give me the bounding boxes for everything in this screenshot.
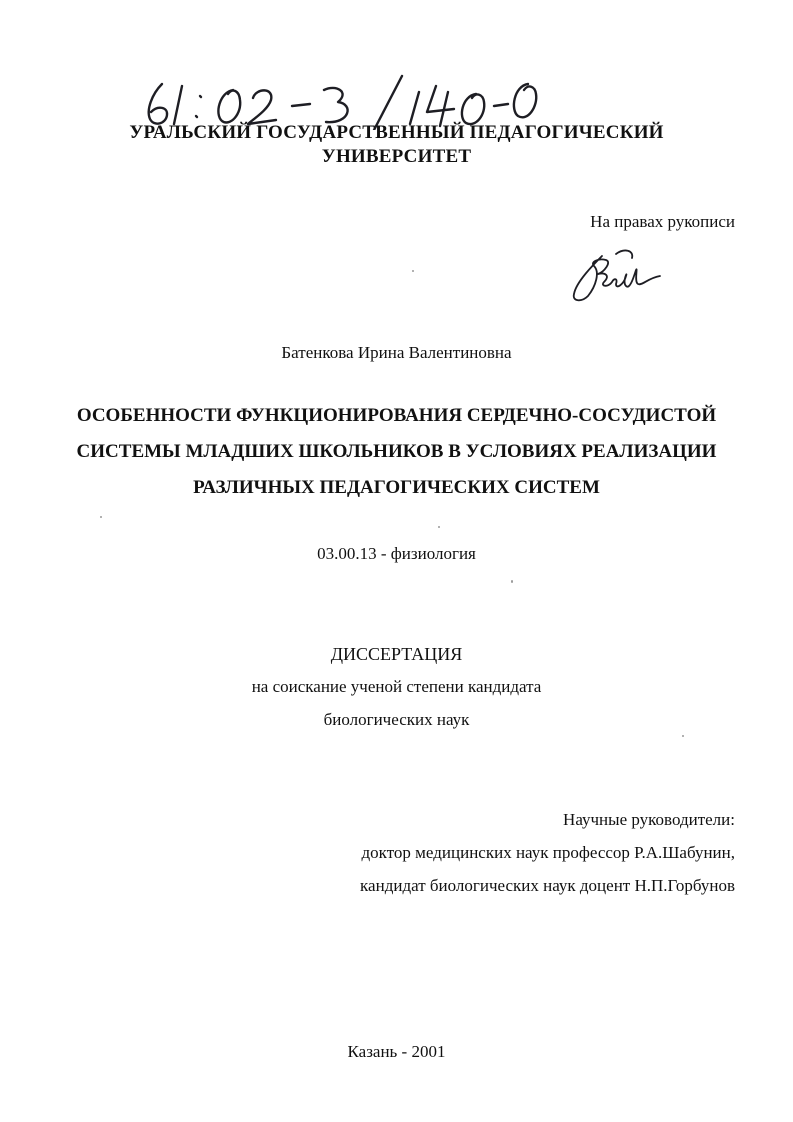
scan-speck xyxy=(511,580,513,583)
supervisor-2: кандидат биологических наук доцент Н.П.Горбунов xyxy=(360,876,735,895)
specialty-code: 03.00.13 - физиология xyxy=(317,544,476,563)
manuscript-rights: На правах рукописи xyxy=(590,212,735,231)
scan-speck xyxy=(412,270,414,272)
scan-speck xyxy=(438,526,440,528)
scan-speck xyxy=(100,516,102,518)
dissertation-title xyxy=(0,398,793,506)
degree-line-1: на соискание ученой степени кандидата xyxy=(251,677,542,696)
title-line-2: СИСТЕМЫ МЛАДШИХ ШКОЛЬНИКОВ В УСЛОВИЯХ РЕАЛИЗАЦИИ xyxy=(76,441,717,462)
scan-speck xyxy=(682,735,684,737)
author-name: Батенкова Ирина Валентиновна xyxy=(281,343,512,362)
document-type: ДИССЕРТАЦИЯ xyxy=(330,644,463,664)
university-line-2: УНИВЕРСИТЕТ xyxy=(321,146,472,167)
degree-line-2: биологических наук xyxy=(323,710,470,729)
city-year: Казань - 2001 xyxy=(347,1042,446,1061)
university-line-1: УРАЛЬСКИЙ ГОСУДАРСТВЕННЫЙ ПЕДАГОГИЧЕСКИЙ xyxy=(129,122,664,143)
author-signature xyxy=(564,242,664,306)
supervisor-1: доктор медицинских наук профессор Р.А.Шабунин, xyxy=(361,843,735,862)
supervisors-heading: Научные руководители: xyxy=(563,810,735,829)
university-name xyxy=(0,121,793,169)
title-line-1: ОСОБЕННОСТИ ФУНКЦИОНИРОВАНИЯ СЕРДЕЧНО-СОСУДИСТОЙ xyxy=(76,405,717,426)
title-line-3: РАЗЛИЧНЫХ ПЕДАГОГИЧЕСКИХ СИСТЕМ xyxy=(193,477,600,498)
